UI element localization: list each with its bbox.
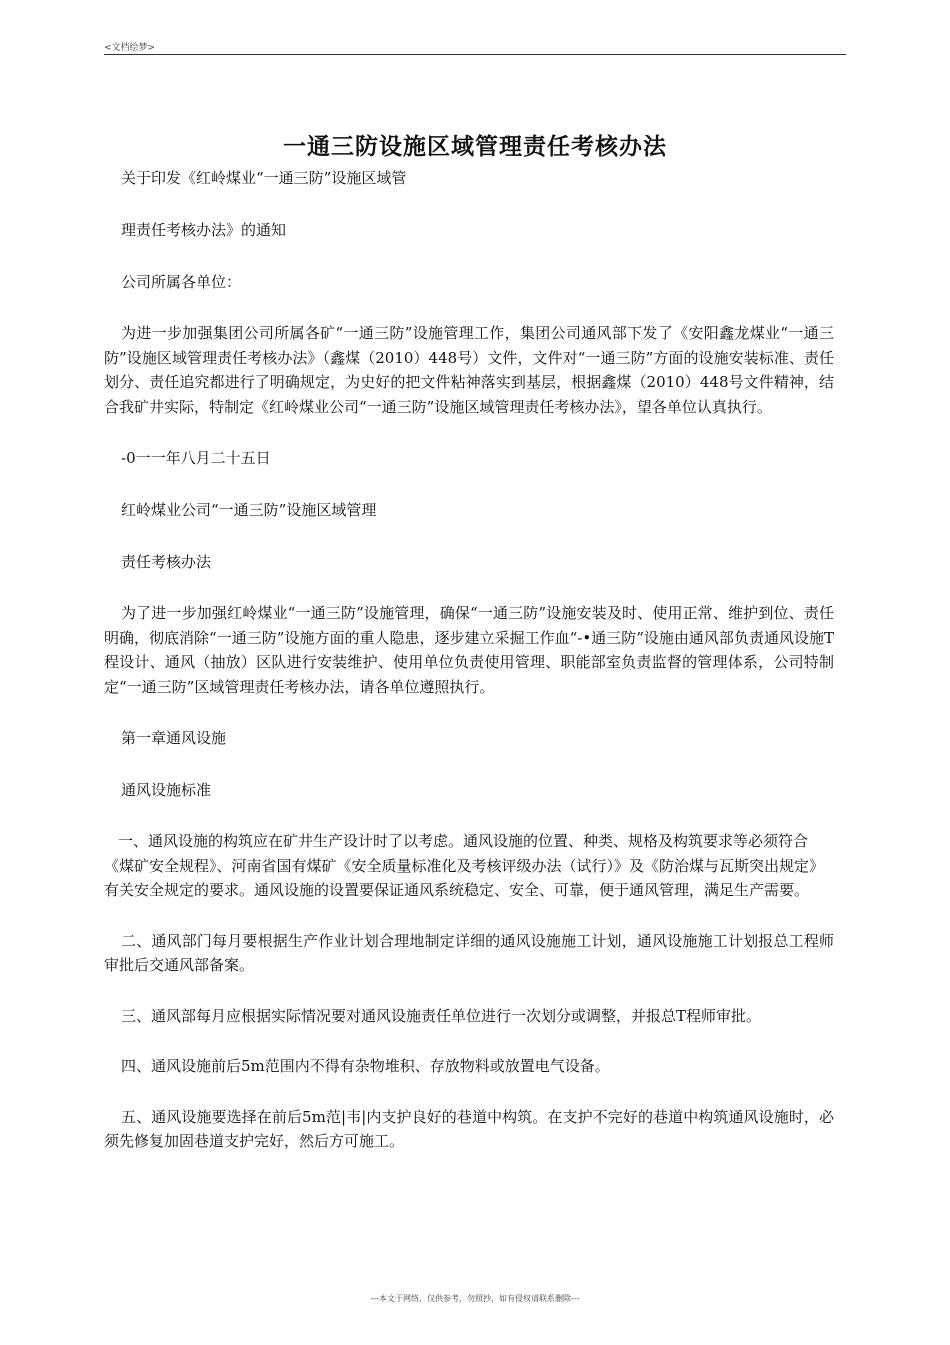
notice-date: -0一一年八月二十五日	[121, 449, 271, 467]
notice-salutation: 公司所属各单位：	[121, 273, 242, 291]
chapter-heading: 第一章通风设施	[121, 729, 227, 747]
doc-title-line2: 责任考核办法	[121, 553, 212, 571]
item-2: 二、通风部门每月要根据生产作业计划合理地制定详细的通风设施施工计划，通风设施施工计划报总工程师审批后交通风部备案。	[104, 931, 834, 974]
item-4: 四、通风设施前后5m范围内不得有杂物堆积、存放物料或放置电气设备。	[121, 1057, 610, 1075]
notice-title-line2: 理责任考核办法》的通知	[121, 221, 287, 239]
header-mark: <文档绘梦>	[104, 43, 156, 53]
document-body	[104, 165, 834, 1180]
item-5: 五、通风设施要选择在前后5m范|韦|内支护良好的巷道中构筑。在支护不完好的巷道中构筑通风设施时，必须先修复加固巷道支护完好，然后方可施工。	[104, 1107, 834, 1150]
doc-title-line1: 红岭煤业公司“一通三防”设施区域管理	[121, 501, 377, 519]
header-rule	[104, 54, 846, 55]
section-heading: 通风设施标准	[121, 781, 212, 799]
page-title: 一通三防设施区域管理责任考核办法	[283, 134, 667, 161]
doc-intro: 为了进一步加强红岭煤业“一通三防”设施管理，确保“一通三防”设施安装及时、使用正常、维护到位、责任明确，彻底消除“一通三防”设施方面的重人隐患，逐步建立采掘工作血“-•通三防”设施由通风部负责通风设施T程设计、通风（抽放）区队进行安装维护、使用单位负责使用管理、职能部室负责监督的管理体系，公司特制定“一通三防”区域管理责任考核办法，请各单位遵照执行。	[104, 604, 834, 696]
item-1: 一、通风设施的构筑应在矿井生产设计时了以考虑。通风设施的位置、种类、规格及构筑要求等必须符合《煤矿安全规程》、河南省国有煤矿《安全质量标准化及考核评级办法（试行）》及《防治煤与瓦斯突出规定》有关安全规定的要求。通风设施的设置要保证通风系统稳定、安全、可靠，便于通风管理，满足生产需要。	[104, 832, 825, 899]
notice-title-line1: 关于印发《红岭煤业“一通三防”设施区域管	[121, 169, 407, 187]
item-3: 三、通风部每月应根据实际情况要对通风设施责任单位进行一次划分或调整，并报总T程师审批。	[121, 1006, 762, 1025]
notice-body: 为进一步加强集团公司所属各矿“一通三防”设施管理工作，集团公司通风部下发了《安阳鑫龙煤业“一通三防”设施区域管理责任考核办法》（鑫煤（2010）448号）文件，文件对“一通三防”方面的设施安装标准、责任划分、责任追究都进行了明确规定，为史好的把文件粘神落实到基层，根据鑫煤（2010）448号文件精神，结合我矿井实际，特制定《红岭煤业公司“一通三防”设施区域管理责任考核办法》，望各单位认真执行。	[104, 324, 834, 416]
footer-disclaimer: ---本文于网络，仅供参考，勿照抄，如有侵权请联系删除---	[370, 1294, 580, 1303]
